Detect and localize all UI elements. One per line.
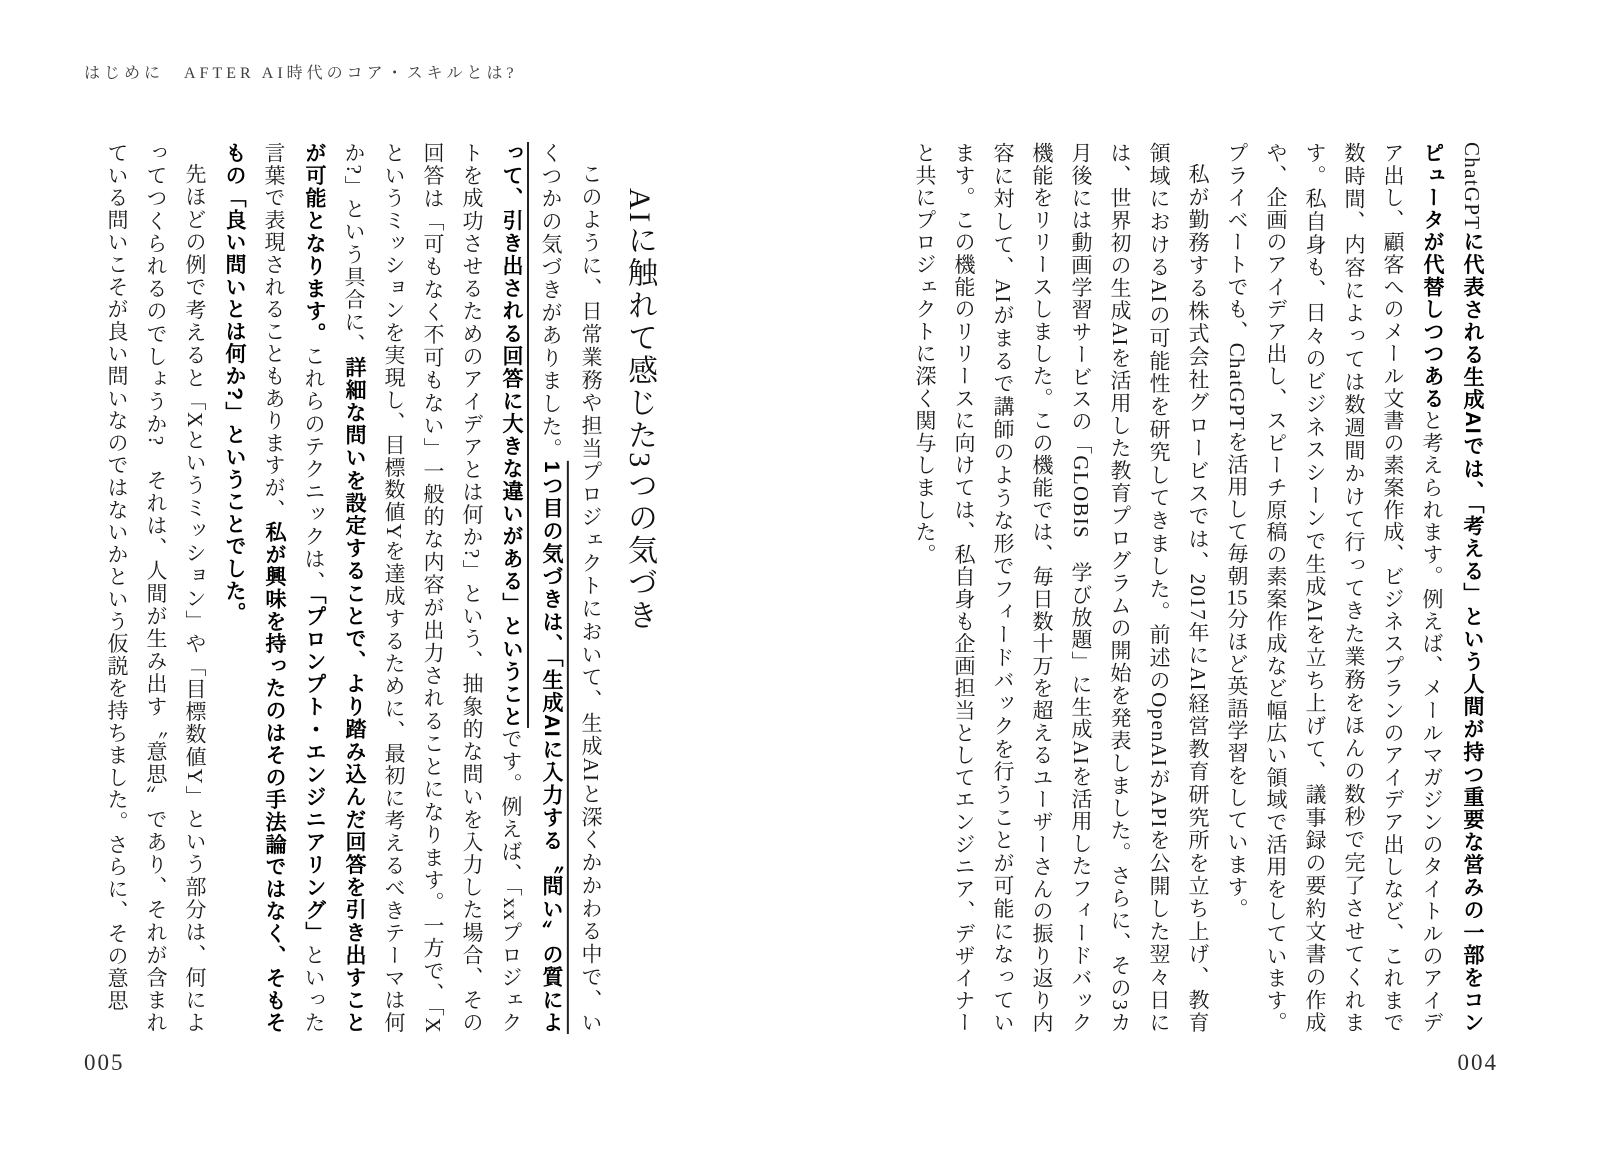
text-segment: ChatGPT xyxy=(1460,142,1484,231)
emphasis-segment: 15 xyxy=(1226,587,1248,609)
text-segment: 私が勤務する株式会社グロービスでは、2017年にAI経営教育研究所を立ち上げ、教育領域におけるAIの可能性を研究してきました。前述のOpenAIがAPIを公開した翌々日には、世界初の生成AIを活用した教育プログラムの開始を発表しました。さらに、その3カ月後には動画学習サービスの「GLOBIS 学び放題」に生成AIを活用したフィードバック機能をリリースしました。この機能では、毎日数十万を超えるユーザーさんの振り返り内容に対して、AIがまるで講師のような形でフィードバックを行うことが可能になっています。この機能のリリースに向けては、私自身も企画担当としてエンジニア、デザイナーと共にプロジェクトに深く関与しました。 xyxy=(913,142,1210,1034)
emphasis-segment: 私が興味を持ったのはその手法論ではなく、そもそもの「良い問いとは何か?」ということでした。 xyxy=(223,142,286,1035)
emphasis-segment: 「プロンプト・エンジニアリング」 xyxy=(303,593,326,944)
emphasis-segment: 1つ目の気づきは、「生成AIに入力する〝問い〟の質によって、引き出される回答に大きな違いがある」ということ xyxy=(500,142,563,1035)
text-segment: このように、日常業務や担当プロジェクトにおいて、生成AIと深くかかわる中で、いくつかの気づきがありました。 xyxy=(539,142,603,1034)
text-segment: 分ほど英語学習をしています。 xyxy=(1225,608,1249,921)
text-segment: といった言葉で表現されることもありますが、 xyxy=(262,142,326,1035)
paragraph xyxy=(97,142,214,1034)
page-005-text xyxy=(80,142,672,1034)
running-header: はじめに AFTER AI時代のコア・スキルとは? xyxy=(84,65,518,82)
emphasis-segment: 詳細な問いを設定することで、より踏み込んだ回答を引き出すことが可能となります。 xyxy=(303,142,366,1035)
text-segment: これらのテクニックは、 xyxy=(302,345,326,594)
page-number-004: 004 xyxy=(1457,1050,1498,1075)
paragraph xyxy=(1217,142,1492,1034)
text-segment: と考えられます。例えば、メールマガジンのタイトルのアイデア出し、顧客へのメール文書の素案作成、ビジネスプランのアイデア出しなど、これまで数時間、内容によっては数週間かけて行ってきた業務をほんの数秒で完了させてくれます。私自身も、日々のビジネスシーンで生成AIを立ち上げて、議事録の要約文書の作成や、企画のアイデア出し、スピーチ原稿の素案作成など幅広い領域で活用をしています。プライベートでも、ChatGPTを活用して毎朝 xyxy=(1225,142,1444,1035)
text-segment: です。例えば、「xxプロジェクトを成功させるためのアイデアとは何か?」という、抽象的な問いを入力した場合、その回答は「可もなく不可もない」一般的な内容が出力されることになります。一方で、「Xというミッションを実現し、目標数値Yを達成するために、最初に考えるべきテーマは何か?」という具合に、 xyxy=(342,142,523,1035)
page-number-005: 005 xyxy=(84,1050,125,1075)
paragraph xyxy=(905,142,1217,1034)
section-heading: AIに触れて感じた3つの気づき xyxy=(623,188,656,633)
emphasis-segment: に代表される生成AIでは、「考える」という人間が持つ重要な営みの一部をコンピュータが代替しつつある xyxy=(1421,142,1484,1034)
paragraph xyxy=(214,142,610,1034)
page-004-text xyxy=(900,142,1492,1034)
text-segment: 先ほどの例で考えると「Xというミッション」や「目標数値Y」という部分は、何によってつくられるのでしょうか? それは、人間が生み出す〝意思〟であり、それが含まれている問いこそが良い問いなのではないかという仮説を持ちました。さらに、その意思 xyxy=(105,142,207,1034)
